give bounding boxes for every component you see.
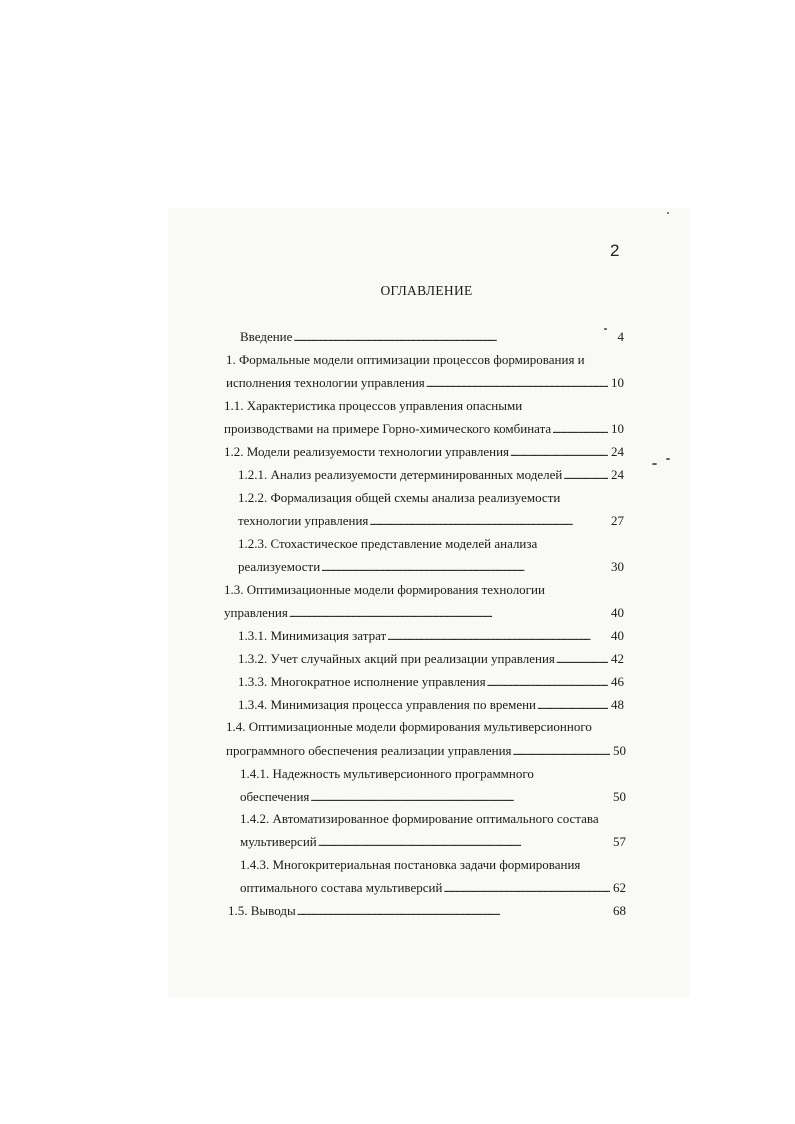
toc-entry-label: 1.3.3. Многократное исполнение управления [238,674,486,689]
toc-entry-1-3-1 [238,628,624,645]
toc-entry-label: технологии управления [238,513,369,528]
toc-entry-page: 30 [611,559,624,574]
toc-entry-page: 40 [611,605,624,620]
toc-entry-1 [226,375,624,392]
toc-entry-1-4-2-line1: 1.4.2. Автоматизированное формирование оптимального состава [240,811,599,826]
toc-entry-1-3-4 [238,697,624,714]
dot-leader [297,903,610,920]
toc-entry-1-1 [224,421,624,438]
toc-entry-page: 10 [611,375,624,390]
toc-entry-page: 10 [611,421,624,436]
toc-entry-label: 1.3.1. Минимизация затрат [238,628,387,643]
toc-entry-1-3-3 [238,674,624,691]
toc-entry-1-2 [224,444,624,461]
toc-entry-page: 24 [611,444,624,459]
toc-entry-1-4-line1: 1.4. Оптимизационные модели формирования мультиверсионного [226,719,592,734]
dot-leader [552,421,608,438]
toc-entry-label: мультиверсий [240,834,317,849]
dot-leader [510,444,608,461]
toc-entry-label: оптимального состава мультиверсий [240,880,443,895]
toc-entry-1-2-3-line1: 1.2.3. Стохастическое представление моделей анализа [238,536,538,551]
toc-entry-1-2-1 [238,467,624,484]
toc-entry-label: обеспечения [240,789,310,804]
toc-entry-page: 4 [617,329,624,344]
toc-entry-1-2-3 [238,559,624,576]
toc-entry-label: 1.3.4. Минимизация процесса управления по времени [238,697,537,712]
dot-leader [321,559,608,576]
dot-leader [426,375,608,392]
toc-entry-page: 42 [611,651,624,666]
dot-leader [487,674,608,691]
dot-leader [513,743,610,760]
toc-entry-page: 27 [611,513,624,528]
dot-leader [310,789,610,806]
toc-entry-label: 1.3.2. Учет случайных акций при реализации управления [238,651,555,666]
scan-speck [604,328,607,330]
toc-entry-page: 57 [613,834,626,849]
toc-entry-label: 1.2.1. Анализ реализуемости детерминированных моделей [238,467,563,482]
toc-entry-1-3 [224,605,624,622]
toc-entry-1-4-1 [240,789,626,806]
toc-entry-1-2-2 [238,513,624,530]
dot-leader [369,513,608,530]
toc-entry-label: 1.2. Модели реализуемости технологии управления [224,444,510,459]
toc-entry-page: 68 [613,903,626,918]
toc-entry-1-5 [228,903,626,920]
toc-entry-page: 40 [611,628,624,643]
toc-entry-page: 50 [613,743,626,758]
dot-leader [293,329,614,346]
toc-entry-page: 24 [611,467,624,482]
toc-entry-label: производствами на примере Горно-химического комбината [224,421,552,436]
toc-entry-page: 62 [613,880,626,895]
scan-speck [666,458,670,460]
toc-entry-1-line1: 1. Формальные модели оптимизации процессов формирования и [226,352,585,367]
toc-entry-1-4-2 [240,834,626,851]
toc-heading: ОГЛАВЛЕНИЕ [380,283,473,298]
toc-entry-1-4-1-line1: 1.4.1. Надежность мультиверсионного программного [240,766,534,781]
dot-leader [443,880,610,897]
toc-entry-1-3-line1: 1.3. Оптимизационные модели формирования технологии [224,582,545,597]
toc-entry-1-4-3-line1: 1.4.3. Многокритериальная постановка задачи формирования [240,857,581,872]
toc-entry-1-4-3 [240,880,626,897]
toc-entry-label: 1.5. Выводы [228,903,296,918]
scan-speck [667,212,669,214]
toc-entry-label: Введение [240,329,293,344]
dot-leader [537,697,608,714]
toc-entry-page: 50 [613,789,626,804]
toc-entry-label: управления [224,605,288,620]
toc-entry-intro [240,329,624,346]
dot-leader [318,834,610,851]
toc-entry-page: 46 [611,674,624,689]
toc-entry-1-3-2 [238,651,624,668]
toc-entry-label: исполнения технологии управления [226,375,425,390]
toc-entry-1-1-line1: 1.1. Характеристика процессов управления опасными [224,398,523,413]
toc-entry-label: реализуемости [238,559,321,574]
toc-entry-1-2-2-line1: 1.2.2. Формализация общей схемы анализа реализуемости [238,490,561,505]
dot-leader [556,651,608,668]
scan-speck [652,463,657,465]
toc-entry-1-4 [226,743,626,760]
dot-leader [387,628,608,645]
page-number: 2 [610,241,620,260]
toc-entry-page: 48 [611,697,624,712]
dot-leader [289,605,608,622]
dot-leader [563,467,608,484]
toc-entry-label: программного обеспечения реализации управления [226,743,512,758]
